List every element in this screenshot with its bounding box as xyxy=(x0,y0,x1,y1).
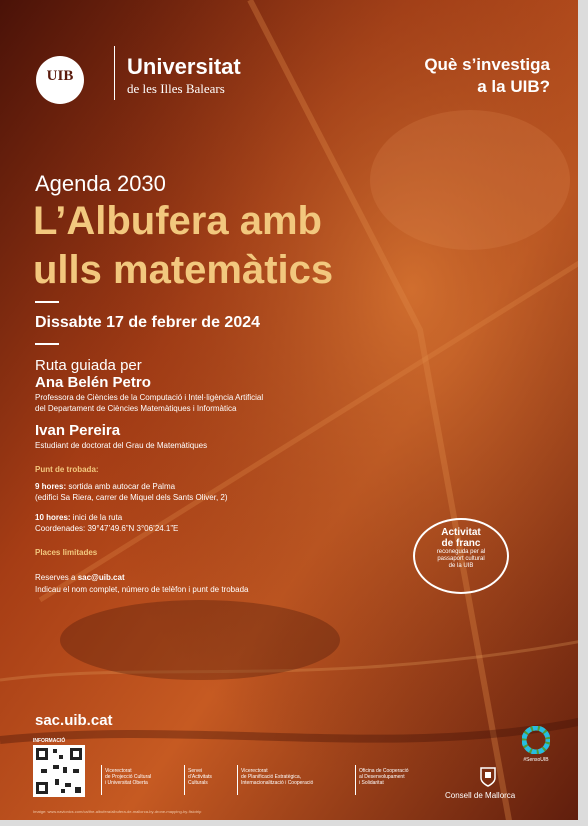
org1-line2: de Projecció Cultural xyxy=(105,774,152,780)
divider xyxy=(355,765,356,795)
org2-line2: d’Activitats xyxy=(188,774,212,780)
org1-line3: i Universitat Oberta xyxy=(105,780,148,786)
guide1-role-line1: Professora de Ciències de la Computació i Intel·ligència Artificial xyxy=(35,393,264,402)
page-edge xyxy=(0,820,588,826)
org4 xyxy=(359,768,408,786)
consell-crest-icon xyxy=(478,766,498,788)
guide1-name: Ana Belén Petro xyxy=(35,374,151,391)
badge-line5: de la UIB xyxy=(448,563,474,569)
sdg-wheel-icon xyxy=(522,726,550,754)
time1-label: 9 hores: xyxy=(35,482,67,491)
consell-label: Consell de Mallorca xyxy=(445,791,516,800)
org3-line1: Vicerectorat xyxy=(241,768,268,774)
meeting-coordinates: Coordenades: 39°47’49.6”N 3°06’24.1”E xyxy=(35,524,179,533)
qr-code-icon xyxy=(33,745,85,797)
org3-line3: Internacionalització i Cooperació xyxy=(241,780,314,786)
guide2-role: Estudiant de doctorat del Grau de Matemàtiques xyxy=(35,441,208,450)
date-dash xyxy=(35,343,59,345)
divider xyxy=(114,46,115,100)
qr-code[interactable] xyxy=(33,745,85,797)
time1-text: sortida amb autocar de Palma xyxy=(66,482,176,491)
meeting-time2 xyxy=(35,513,122,523)
badge-line3: reconeguda per al xyxy=(436,549,486,555)
university-name: Universitat xyxy=(127,54,241,79)
reserve-prefix: Reserves a xyxy=(35,573,78,582)
title-line2: ulls matemàtics xyxy=(33,248,334,292)
title-dash xyxy=(35,301,59,303)
org2-line1: Servei xyxy=(188,768,203,774)
divider xyxy=(237,765,238,795)
guides-intro: Ruta guiada per xyxy=(35,357,142,374)
org4-line1: Oficina de Cooperació xyxy=(359,768,409,774)
org2-line3: Culturals xyxy=(188,780,208,786)
places-heading: Places limitades xyxy=(35,548,98,557)
org1-line1: Vicerectorat xyxy=(105,768,132,774)
org3 xyxy=(241,768,313,786)
badge-line4: passaport cultural xyxy=(437,556,485,562)
reserve-note: Indicau el nom complet, número de telèfon i punt de trobada xyxy=(35,585,249,594)
logo-text: UIB xyxy=(46,68,74,84)
guide1-role-line2: del Departament de Ciències Matemàtiques i Informàtica xyxy=(35,404,237,413)
badge-line2: de franc xyxy=(441,538,481,549)
title-line1: L’Albufera amb xyxy=(33,199,322,243)
divider xyxy=(184,765,185,795)
org4-line3: i Solidaritat xyxy=(359,780,384,786)
time2-label: 10 hores: xyxy=(35,513,71,522)
page-edge xyxy=(578,0,588,826)
free-activity-badge xyxy=(413,518,509,594)
org3-line2: de Planificació Estratègica, xyxy=(241,774,302,780)
meeting-time1 xyxy=(35,482,175,492)
uib-logo xyxy=(36,56,84,104)
meeting-time1-detail: (edifici Sa Riera, carrer de Miquel dels Sants Oliver, 2) xyxy=(35,493,228,502)
guide2-name: Ivan Pereira xyxy=(35,422,121,439)
sdg-label: #SensoUIB xyxy=(523,757,549,763)
tagline-line1: Què s’investiga xyxy=(424,55,550,74)
org4-line2: al Desenvolupament xyxy=(359,774,405,780)
org2 xyxy=(188,768,212,786)
university-subname: de les Illes Balears xyxy=(127,81,225,96)
badge-line1: Activitat xyxy=(441,527,481,538)
org1 xyxy=(105,768,151,786)
agenda-kicker: Agenda 2030 xyxy=(35,171,166,196)
meeting-heading: Punt de trobada: xyxy=(35,465,99,474)
event-date: Dissabte 17 de febrer de 2024 xyxy=(35,314,261,331)
info-label: INFORMACIÓ xyxy=(33,738,66,744)
divider xyxy=(101,765,102,795)
website-link[interactable]: sac.uib.cat xyxy=(35,712,113,729)
time2-text: inici de la ruta xyxy=(70,513,123,522)
reserve-line xyxy=(35,573,125,583)
photo-credit: Imatge: www.navionics.com/ca/the-albufera/albufera-de-mallorca-by-drone-mapping-by-fisiotrip xyxy=(33,809,202,814)
tagline-line2: a la UIB? xyxy=(477,77,550,96)
reserve-email-link[interactable]: sac@uib.cat xyxy=(77,573,125,582)
